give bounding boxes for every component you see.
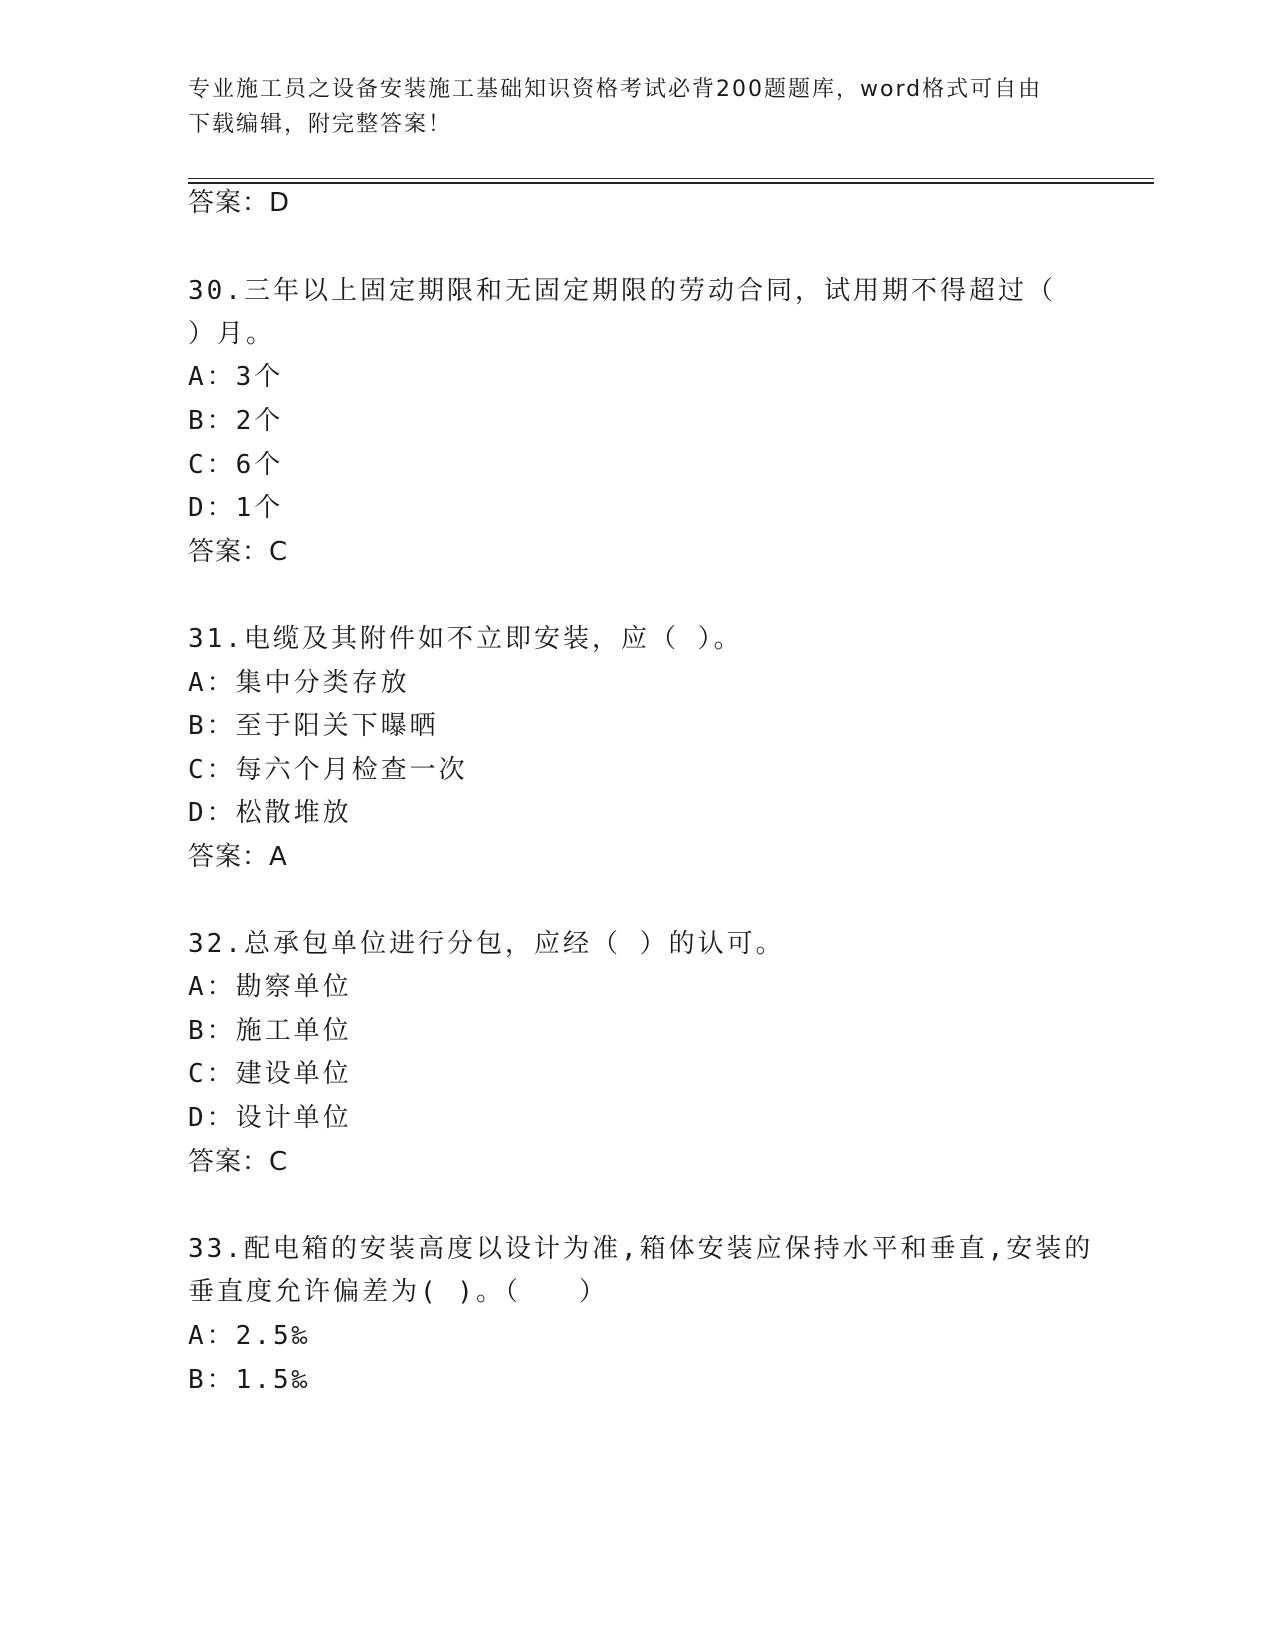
header-line-2: 下载编辑，附完整答案！ [188,112,453,137]
question-30-stem-line-2: ）月。 [188,319,276,349]
question-30-option-b: B：2个 [188,406,284,436]
question-33-option-b: B：1.5‰ [188,1365,311,1395]
question-30-stem-line-1: 30.三年以上固定期限和无固定期限的劳动合同，试用期不得超过（ [188,276,1056,306]
question-31-option-b: B：至于阳关下曝晒 [188,711,439,741]
question-31-option-c: C：每六个月检查一次 [188,755,468,785]
question-33-stem-line-1: 33.配电箱的安装高度以设计为准,箱体安装应保持水平和垂直,安装的 [188,1234,1094,1264]
question-30-option-c: C：6个 [188,450,284,480]
question-32-option-c: C：建设单位 [188,1059,352,1089]
question-32-stem-line-1: 32.总承包单位进行分包，应经（ ）的认可。 [188,929,785,959]
question-31-option-a: A：集中分类存放 [188,668,410,698]
question-31-stem-line-1: 31.电缆及其附件如不立即安装，应（ ）。 [188,624,743,654]
question-30-option-d: D：1个 [188,493,284,523]
question-32-answer: 答案：C [188,1147,289,1177]
question-30-answer: 答案：C [188,537,289,567]
question-30-option-a: A：3个 [188,362,284,392]
question-32-option-a: A：勘察单位 [188,972,352,1002]
header-divider [188,178,1154,184]
question-33-option-a: A：2.5‰ [188,1321,311,1351]
answer-line: 答案：D [188,188,291,218]
question-32-option-d: D：设计单位 [188,1103,352,1133]
question-31-answer: 答案：A [188,842,288,872]
header-line-1: 专业施工员之设备安装施工基础知识资格考试必背200题题库，word格式可自由 [188,77,1043,102]
document-header [188,72,1068,142]
question-33-stem-line-2: 垂直度允许偏差为( )。（ ） [188,1277,608,1307]
question-31-option-d: D：松散堆放 [188,798,352,828]
question-32-option-b: B：施工单位 [188,1016,352,1046]
